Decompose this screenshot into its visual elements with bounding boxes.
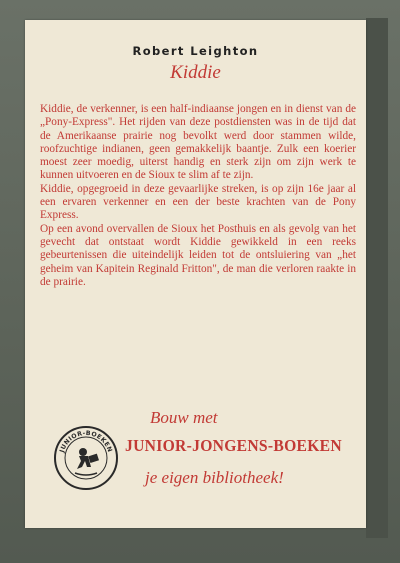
series-name: JUNIOR-JONGENS-BOEKEN [125,436,342,455]
blurb-paragraph: Kiddie, opgegroeid in deze gevaarlijke streken, is op zijn 16e jaar al een ervaren verkenner en een der beste krachten van de Pony Express. [40,182,356,222]
author-name: Robert Leighton [132,44,259,58]
book-title: Kiddie [170,62,221,83]
promo-line-1: Bouw met [150,408,218,427]
logo-text: JUNIOR-BOEKEN [58,429,114,454]
junior-boeken-logo-icon [53,425,119,491]
cover-edge [366,18,388,538]
promo-line-3: je eigen bibliotheek! [145,468,284,487]
blurb [40,103,356,289]
blurb-paragraph: Op een avond overvallen de Sioux het Posthuis en als gevolg van het gevecht dat ontstaat wordt Kiddie gewikkeld in een reeks gebeurtenissen die uiteindelijk leiden tot de ontsluiering van „het geheim van Kapitein Reginald Fritton", de man die verloren raakte in de prairie. [40,222,356,288]
blurb-paragraph: Kiddie, de verkenner, is een half-indiaanse jongen en in dienst van de „Pony-Express". Het rijden van deze postdiensten was in de tijd dat de Amerikaanse prairie nog bevolkt werd door stammen wilde, roofzuchtige indianen, geen gemakkelijk baantje. Zulk een koerier moest zeer moedig, uiterst handig en sterk zijn om zijn werk te kunnen uitvoeren en de Sioux te slim af te zijn. [40,103,356,182]
back-cover-label [25,20,366,528]
